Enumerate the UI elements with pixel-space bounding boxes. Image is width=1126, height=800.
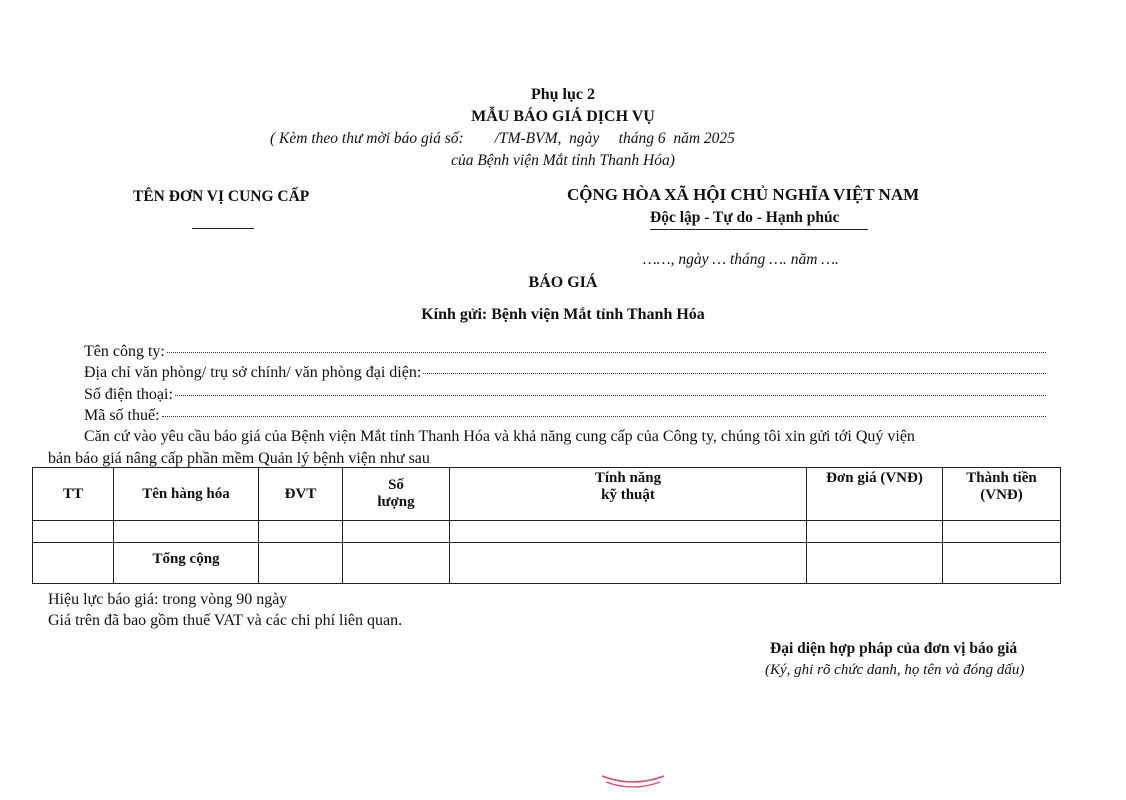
header-spec-line-1: Tính năng [594,470,662,486]
table-cell[interactable] [33,521,114,543]
header-tt: TT [33,468,114,521]
table-cell[interactable] [450,543,807,584]
table-cell [33,543,114,584]
tax-field[interactable] [84,407,1046,425]
seal-stroke [602,776,664,782]
motto: Độc lập - Tự do - Hạnh phúc [650,209,840,226]
red-seal-mark-icon [598,772,668,792]
header-unit-price: Đơn giá (VNĐ) [807,468,943,521]
table-header-row [33,468,1061,521]
table-cell[interactable] [807,521,943,543]
addressee: Kính gửi: Bệnh viện Mắt tỉnh Thanh Hóa [421,306,705,323]
validity-note: Hiệu lực báo giá: trong vòng 90 ngày [48,591,288,608]
header-amount [943,468,1061,521]
table-cell[interactable] [450,521,807,543]
phone-field[interactable] [84,386,1046,404]
total-label: Tổng cộng [114,543,259,584]
form-title: MẪU BÁO GIÁ DỊCH VỤ [471,108,655,125]
vat-note: Giá trên đã bao gồm thuế VAT và các chi phí liên quan. [48,612,403,629]
table-cell[interactable] [943,543,1061,584]
table-row [33,521,1061,543]
total-row [33,543,1061,584]
attachment-line-1: ( Kèm theo thư mời báo giá số: /TM-BVM, ngày tháng 6 năm 2025 [270,130,735,147]
header-unit: ĐVT [259,468,343,521]
motto-underline [650,229,868,230]
signer-title: Đại diện hợp pháp của đơn vị báo giá [770,640,1018,657]
phone-dotted-line [175,395,1046,396]
header-amount-line-2: (VNĐ) [980,487,1023,503]
table-cell[interactable] [943,521,1061,543]
tax-label: Mã số thuế: [84,407,160,424]
tax-dotted-line [162,416,1046,417]
quote-table [32,467,1061,584]
header-quantity-line-2: lượng [377,494,415,510]
intro-line-1: Căn cứ vào yêu cầu báo giá của Bệnh viện Mắt tỉnh Thanh Hóa và khả năng cung cấp của Công ty, chúng tôi xin gửi tới Quý viện [84,428,915,445]
intro-line-2: bản báo giá nâng cấp phần mềm Quản lý bệnh viện như sau [48,450,430,467]
table-cell[interactable] [259,521,343,543]
table-cell[interactable] [343,543,450,584]
address-label: Địa chỉ văn phòng/ trụ sở chính/ văn phòng đại diện: [84,364,422,381]
supplier-underline [192,228,254,229]
republic-heading: CỘNG HÒA XÃ HỘI CHỦ NGHĨA VIỆT NAM [567,185,920,204]
table-cell[interactable] [807,543,943,584]
address-dotted-line [423,373,1046,374]
header-quantity [343,468,450,521]
header-item-name: Tên hàng hóa [114,468,259,521]
appendix-title: Phụ lục 2 [530,86,595,103]
table-cell[interactable] [343,521,450,543]
header-spec [450,468,807,521]
attachment-line-2: của Bệnh viện Mắt tỉnh Thanh Hóa) [451,152,675,169]
phone-label: Số điện thoại: [84,386,173,403]
company-label: Tên công ty: [84,343,165,360]
header-quantity-line-1: Số [388,477,404,493]
table-cell[interactable] [259,543,343,584]
supplier-name-label: TÊN ĐƠN VỊ CUNG CẤP [133,188,310,205]
company-field[interactable] [84,343,1046,361]
company-dotted-line [167,352,1046,353]
date-line: ……, ngày … tháng …. năm …. [643,251,839,268]
table-cell[interactable] [114,521,259,543]
header-amount-line-1: Thành tiền [966,470,1037,486]
signer-note: (Ký, ghi rõ chức danh, họ tên và đóng dấu) [765,662,1025,678]
address-field[interactable] [84,364,1046,382]
header-spec-line-2: kỹ thuật [601,487,655,503]
quote-title: BÁO GIÁ [528,274,598,291]
